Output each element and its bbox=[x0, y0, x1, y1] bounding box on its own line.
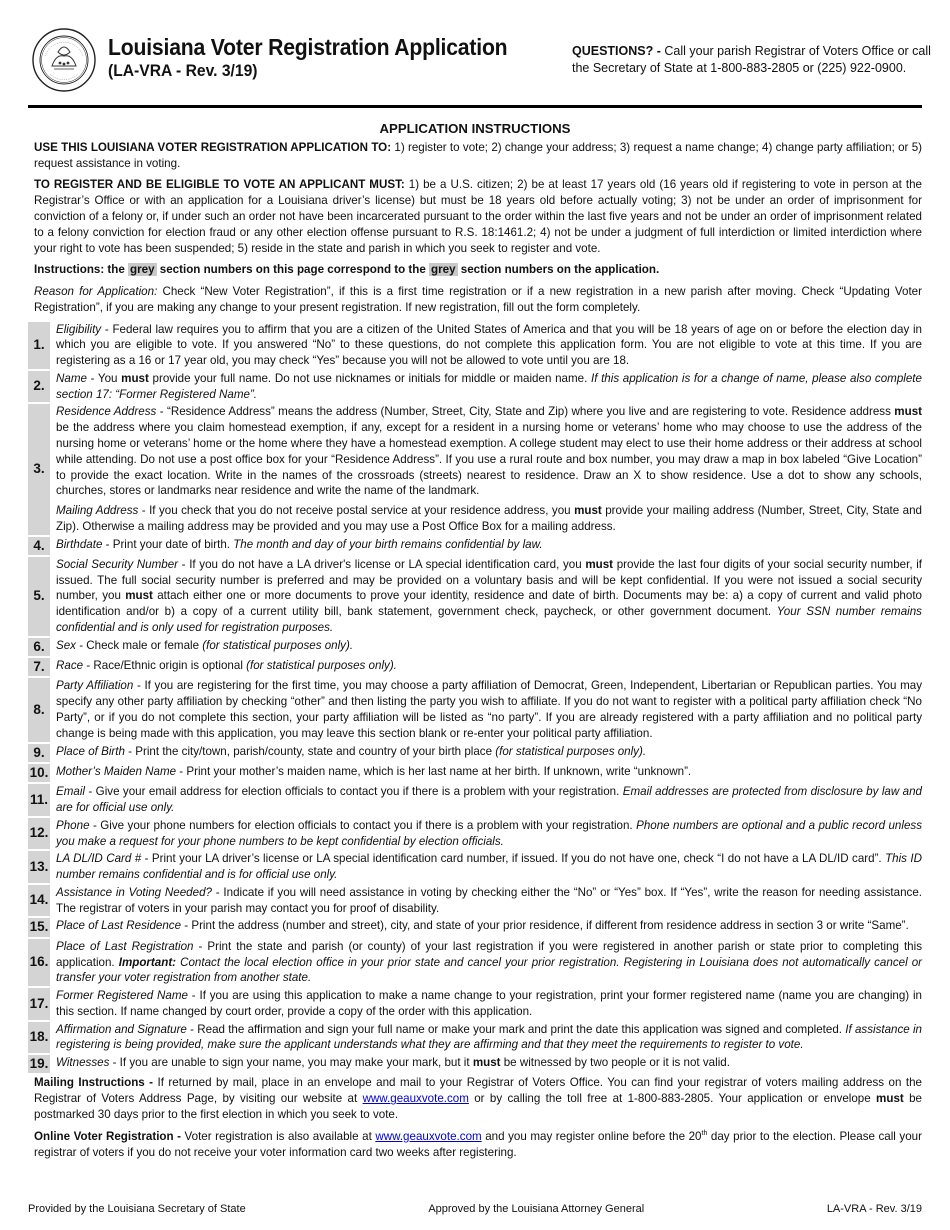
page-title: Louisiana Voter Registration Application bbox=[108, 34, 508, 60]
item-text bbox=[56, 658, 922, 676]
section-number: 2. bbox=[28, 371, 50, 403]
questions-text: Call your parish Registrar of Voters Office or call the Secretary of State at 1-800-883-2805 or (225) 922-0900. bbox=[572, 44, 931, 75]
item-body: - Indicate if you will need assistance in voting by checking either the “No” or “Yes” box. If “Yes”, write the reason for needing assistance. The registrar of voters in your parish may contact you for proof of disability. bbox=[56, 885, 922, 915]
grey-note-b: section numbers on this page correspond to the bbox=[156, 263, 430, 277]
section-number: 5. bbox=[28, 557, 50, 636]
online-text: Voter registration is also available at bbox=[181, 1129, 376, 1143]
item-label: Affirmation and Signature bbox=[56, 1022, 187, 1036]
section-number: 12. bbox=[28, 818, 50, 850]
item-text bbox=[56, 537, 922, 555]
item-body: provide the last four digits of your social security number, if issued. The full social security number is preferred and may be provided on a voluntary basis and will be kept confidential. If you were not issued a social security number, you bbox=[56, 557, 923, 603]
item-label: Place of Birth bbox=[56, 744, 125, 758]
reason-label: Reason for Application: bbox=[34, 285, 158, 299]
emphasis: must bbox=[585, 557, 614, 571]
section-number: 10. bbox=[28, 764, 50, 782]
grey-note-a: Instructions: the bbox=[34, 263, 129, 277]
instruction-items bbox=[28, 322, 922, 1074]
item-body: - Print your mother’s maiden name, which is her last name at her birth. If unknown, write “unknown”. bbox=[176, 764, 692, 778]
item-label: Party Affiliation bbox=[56, 679, 134, 693]
section-number: 14. bbox=[28, 885, 50, 917]
grey-word: grey bbox=[431, 263, 456, 277]
section-number: 9. bbox=[28, 744, 50, 762]
emphasis: must bbox=[472, 1056, 501, 1070]
item-body: provide your mailing address (Number, Street, City, State and Zip). Otherwise a mailing address may be provided and you may use a Post Office Box for a mailing address. bbox=[56, 504, 922, 533]
footer-provided-by: Provided by the Louisiana Secretary of State bbox=[28, 1203, 246, 1215]
list-item bbox=[28, 404, 922, 534]
item-text bbox=[56, 939, 922, 986]
questions-box bbox=[572, 43, 932, 77]
list-item bbox=[28, 322, 922, 369]
list-item bbox=[28, 939, 922, 986]
item-note: Contact the local election office in your prior state and cancel your prior registration. Registering in Louisiana does not automatically cancel or transfer your voter registration from another state. bbox=[56, 955, 923, 985]
item-body: - If you are unable to sign your name, you may make your mark, but it bbox=[109, 1056, 473, 1070]
item-body: - Print your date of birth. bbox=[102, 537, 234, 551]
item-body: - “Residence Address” means the address (Number, Street, City, State and Zip) where you live and are registering to vote. Residence address bbox=[156, 405, 895, 419]
mailing-text: If returned by mail, place in an envelope and mail to your Registrar of Voters Office. You can find your registrar of voters mailing address on the Registrar of Voters Address Page, by visiting our website at bbox=[34, 1076, 922, 1106]
mailing-label: Mailing Instructions - bbox=[34, 1076, 154, 1090]
item-note: If assistance in registering is being provided, make sure the applicant understands what they are affirming and that they meet the requirements to register to vote. bbox=[56, 1022, 923, 1052]
item-note: Email addresses are protected from disclosure by law and are for official use only. bbox=[56, 785, 922, 815]
item-body: - Print the state and parish (or county) of your last registration if you were registered in another parish or state prior to completing this application. bbox=[56, 939, 922, 969]
section-number: 8. bbox=[28, 678, 50, 741]
item-body: - Give your phone numbers for election officials to contact you if there is a problem with your registration. bbox=[89, 818, 637, 832]
section-number: 18. bbox=[28, 1022, 50, 1054]
section-number: 13. bbox=[28, 851, 50, 883]
list-item bbox=[28, 885, 922, 917]
item-label: Mother’s Maiden Name bbox=[56, 764, 177, 778]
item-label: Assistance in Voting Needed? bbox=[56, 885, 212, 899]
item-text bbox=[56, 851, 922, 883]
emphasis: must bbox=[125, 589, 153, 603]
use-paragraph bbox=[34, 140, 922, 172]
item-label: Phone bbox=[56, 818, 90, 832]
important-label: Important: bbox=[118, 955, 177, 969]
item-text bbox=[56, 557, 922, 636]
item-text bbox=[56, 818, 922, 850]
item-label: Mailing Address bbox=[56, 504, 139, 518]
list-item bbox=[28, 918, 922, 936]
online-text: day prior to the election. Please call your registrar of voters if you do not receive your voter information card two weeks after registering. bbox=[34, 1129, 922, 1159]
use-label: USE THIS LOUISIANA VOTER REGISTRATION APPLICATION TO: bbox=[34, 140, 392, 154]
item-note: (for statistical purposes only). bbox=[202, 638, 354, 652]
list-item bbox=[28, 638, 922, 656]
geauxvote-link[interactable]: www.geauxvote.com bbox=[362, 1092, 469, 1106]
item-body: - Print the city/town, parish/county, state and country of your birth place bbox=[124, 744, 496, 758]
title-block bbox=[108, 34, 542, 83]
item-body: - Race/Ethnic origin is optional bbox=[83, 659, 247, 673]
item-label: Place of Last Registration bbox=[56, 939, 194, 953]
list-item bbox=[28, 764, 922, 782]
item-note: Phone numbers are optional and a public record unless you make a request for your phone numbers to be kept confidential by election officials. bbox=[56, 818, 922, 848]
item-label: Race bbox=[56, 659, 84, 673]
item-text bbox=[56, 885, 922, 917]
grey-note-c: section numbers on the application. bbox=[457, 263, 660, 277]
item-text bbox=[56, 764, 922, 782]
item-text bbox=[56, 1022, 922, 1054]
section-number: 11. bbox=[28, 784, 50, 816]
item-text bbox=[56, 784, 922, 816]
grey-word: grey bbox=[130, 263, 155, 277]
item-body: - Print your LA driver’s license or LA special identification card number, if issued. If you do not have one, check “I do not have a LA DL/ID card”. bbox=[141, 852, 886, 866]
emphasis: must bbox=[894, 405, 922, 419]
ordinal-suffix: th bbox=[701, 1129, 708, 1137]
eligible-text: 1) be a U.S. citizen; 2) be at least 17 years old (16 years old if registering to vote in person at the Registrar’s Office or with an application for a Louisiana driver’s license) but must be 18 years old before actually voting; 3) not be under an order of imprisonment for conviction of a felony or, if under such an order not have been incarcerated pursuant to the order within the last five years and not be under an order of imprisonment related to a felony conviction for election fraud or any other election offense pursuant to R.S. 18:1461.2; 4) not be under a judgment of full interdiction or limited interdiction where your right to vote has been suspended; 5) reside in the state and parish in which you seek to register and vote. bbox=[34, 178, 922, 255]
item-label: Birthdate bbox=[56, 537, 103, 551]
section-number: 3. bbox=[28, 404, 50, 534]
item-note: (for statistical purposes only). bbox=[246, 659, 397, 673]
item-text bbox=[56, 744, 922, 762]
item-text bbox=[56, 638, 922, 656]
item-label: Former Registered Name bbox=[56, 989, 188, 1003]
use-text: 1) register to vote; 2) change your address; 3) request a name change; 4) change party affiliation; or 5) request assistance in voting. bbox=[34, 140, 922, 170]
list-item bbox=[28, 851, 922, 883]
item-text bbox=[56, 988, 922, 1020]
reason-text: Check “New Voter Registration”, if this is a first time registration or if a new registration in a new parish after moving. Check “Updating Voter Registration”, if you are making any change to your present registration. If new registration, fill out the form completely. bbox=[34, 285, 922, 314]
item-label: Name bbox=[56, 371, 87, 385]
list-item bbox=[28, 678, 922, 741]
section-number: 17. bbox=[28, 988, 50, 1020]
item-text bbox=[56, 371, 922, 403]
header bbox=[28, 0, 931, 108]
emphasis: must bbox=[876, 1092, 904, 1106]
list-item bbox=[28, 1055, 922, 1073]
item-label: Place of Last Residence bbox=[56, 919, 182, 933]
list-item bbox=[28, 818, 922, 850]
item-body: be the address where you claim homestead exemption, if any, except for a resident in a nursing home or veterans’ home who may choose to use the address of the nursing home or veterans’ home or the home where they have a homestead exemption. A college student may elect to use their home address or their address at school while attending. Do not use a post office box for your “Residence Address”. If you use a rural route and box number, you may draw a map in box labeled “Give Location” to provide the exact location. Write in the names of the crossroads (streets) nearest to residence. Draw an X to show residence. Use a dot to show any schools, churches, stores or landmarks near residence and write the name of the landmark. bbox=[56, 421, 922, 498]
item-text bbox=[56, 918, 922, 936]
item-label: Sex bbox=[56, 638, 76, 652]
item-body: - Print the address (number and street), city, and state of your prior residence, if different from residence address in section 3 or write “Same”. bbox=[181, 919, 909, 933]
item-label: Eligibility bbox=[56, 322, 102, 336]
online-label: Online Voter Registration - bbox=[34, 1129, 181, 1143]
emphasis: must bbox=[121, 371, 149, 385]
geauxvote-link[interactable]: www.geauxvote.com bbox=[375, 1129, 482, 1143]
item-body: - You bbox=[86, 371, 122, 385]
item-body: - Check male or female bbox=[75, 638, 203, 652]
item-text bbox=[56, 322, 922, 369]
list-item bbox=[28, 988, 922, 1020]
footer-approved-by: Approved by the Louisiana Attorney General bbox=[428, 1203, 645, 1215]
online-text: and you may register online before the 20 bbox=[481, 1129, 702, 1143]
item-body: be witnessed by two people or it is not valid. bbox=[500, 1056, 730, 1070]
grey-note bbox=[34, 262, 922, 278]
eligibility-paragraph bbox=[34, 177, 922, 256]
item-text bbox=[56, 404, 922, 534]
section-number: 16. bbox=[28, 939, 50, 986]
mailing-text: or by calling the toll free at 1-800-883-2805. Your application or envelope bbox=[468, 1092, 877, 1106]
item-label: Email bbox=[56, 785, 85, 799]
online-registration bbox=[34, 1129, 922, 1161]
list-item bbox=[28, 744, 922, 762]
emphasis: must bbox=[574, 504, 602, 518]
reason-paragraph bbox=[34, 284, 922, 316]
item-body: - Give your email address for election officials to contact you if there is a problem with your registration. bbox=[85, 785, 623, 799]
section-number: 7. bbox=[28, 658, 50, 676]
section-number: 15. bbox=[28, 918, 50, 936]
item-note: (for statistical purposes only). bbox=[495, 744, 647, 758]
item-body: attach either one or more documents to prove your identity, residence and date of birth. Documents may be: a) a copy of current and valid photo identification and/or b) a copy of a current utility bill, bank statement, government check, paycheck, or other government document. bbox=[56, 589, 922, 619]
item-body: - If you do not have a LA driver's license or LA special identification card, you bbox=[178, 557, 586, 571]
form-revision: (LA-VRA - Rev. 3/19) bbox=[108, 61, 258, 81]
item-note: The month and day of your birth remains confidential by law. bbox=[233, 537, 543, 551]
section-number: 1. bbox=[28, 322, 50, 369]
list-item bbox=[28, 784, 922, 816]
item-body: - If you are registering for the first time, you may choose a party affiliation of Democrat, Green, Independent, Libertarian or Republican parties. You may specify any other party affiliation by checking “other” and then listing the party you wish to affiliate. If you do not want to register with a political party affiliation check “No Party”, or if you do not complete this section, your party affiliation will be listed as “no party”. If you are already registered with a party affiliation and no political party change is being made with this application, you may leave this section blank or re-enter your political party affiliation. bbox=[56, 679, 922, 740]
footer-revision: LA-VRA - Rev. 3/19 bbox=[826, 1203, 922, 1215]
list-item bbox=[28, 1022, 922, 1054]
questions-label: QUESTIONS? - bbox=[572, 44, 661, 58]
item-body: - Federal law requires you to affirm that you are a citizen of the United States of America and that you will be 18 years of age on or before the election day in which you are eligible to vote. If you answered “No” to these questions, do not complete this application form. You are not eligible to vote at this time. If you are registering as a 16 or 17 year old, you may check “Yes” because you will not be allowed to vote until you are 18. bbox=[56, 322, 922, 368]
item-label: LA DL/ID Card # bbox=[56, 852, 142, 866]
item-note: If this application is for a change of name, please also complete section 17: “Former Registered Name”. bbox=[56, 371, 922, 401]
state-seal-icon bbox=[32, 28, 96, 92]
item-text bbox=[56, 1055, 922, 1073]
item-body: - If you are using this application to make a name change to your registration, print your former registered name (name you are changing) in this section. If name changed by court order, provide a copy of the order with this application. bbox=[56, 989, 922, 1018]
item-note: This ID number remains confidential and is for official use only. bbox=[56, 852, 922, 882]
list-item bbox=[28, 658, 922, 676]
item-body: provide your full name. Do not use nicknames or initials for middle or maiden name. bbox=[148, 371, 591, 385]
item-text bbox=[56, 678, 922, 741]
instructions-title: APPLICATION INSTRUCTIONS bbox=[379, 121, 571, 136]
list-item bbox=[28, 537, 922, 555]
section-number: 4. bbox=[28, 537, 50, 555]
item-label: Social Security Number bbox=[56, 557, 179, 571]
section-number: 6. bbox=[28, 638, 50, 656]
list-item bbox=[28, 557, 922, 636]
list-item bbox=[28, 371, 922, 403]
item-label: Witnesses bbox=[56, 1056, 110, 1070]
item-label: Residence Address bbox=[56, 405, 157, 419]
footer bbox=[28, 1202, 922, 1217]
item-note: Your SSN number remains confidential and is only used for registration purposes. bbox=[56, 605, 922, 634]
eligible-label: TO REGISTER AND BE ELIGIBLE TO VOTE AN APPLICANT MUST: bbox=[34, 178, 405, 192]
mailing-text: be postmarked 30 days prior to the first election in which you seek to vote. bbox=[34, 1092, 922, 1121]
instructions-content bbox=[28, 108, 922, 1160]
section-number: 19. bbox=[28, 1055, 50, 1073]
item-body: - If you check that you do not receive postal service at your residence address, you bbox=[138, 504, 575, 518]
item-body: - Read the affirmation and sign your full name or make your mark and print the date this application was signed and completed. bbox=[186, 1022, 846, 1036]
mailing-instructions bbox=[34, 1075, 922, 1122]
